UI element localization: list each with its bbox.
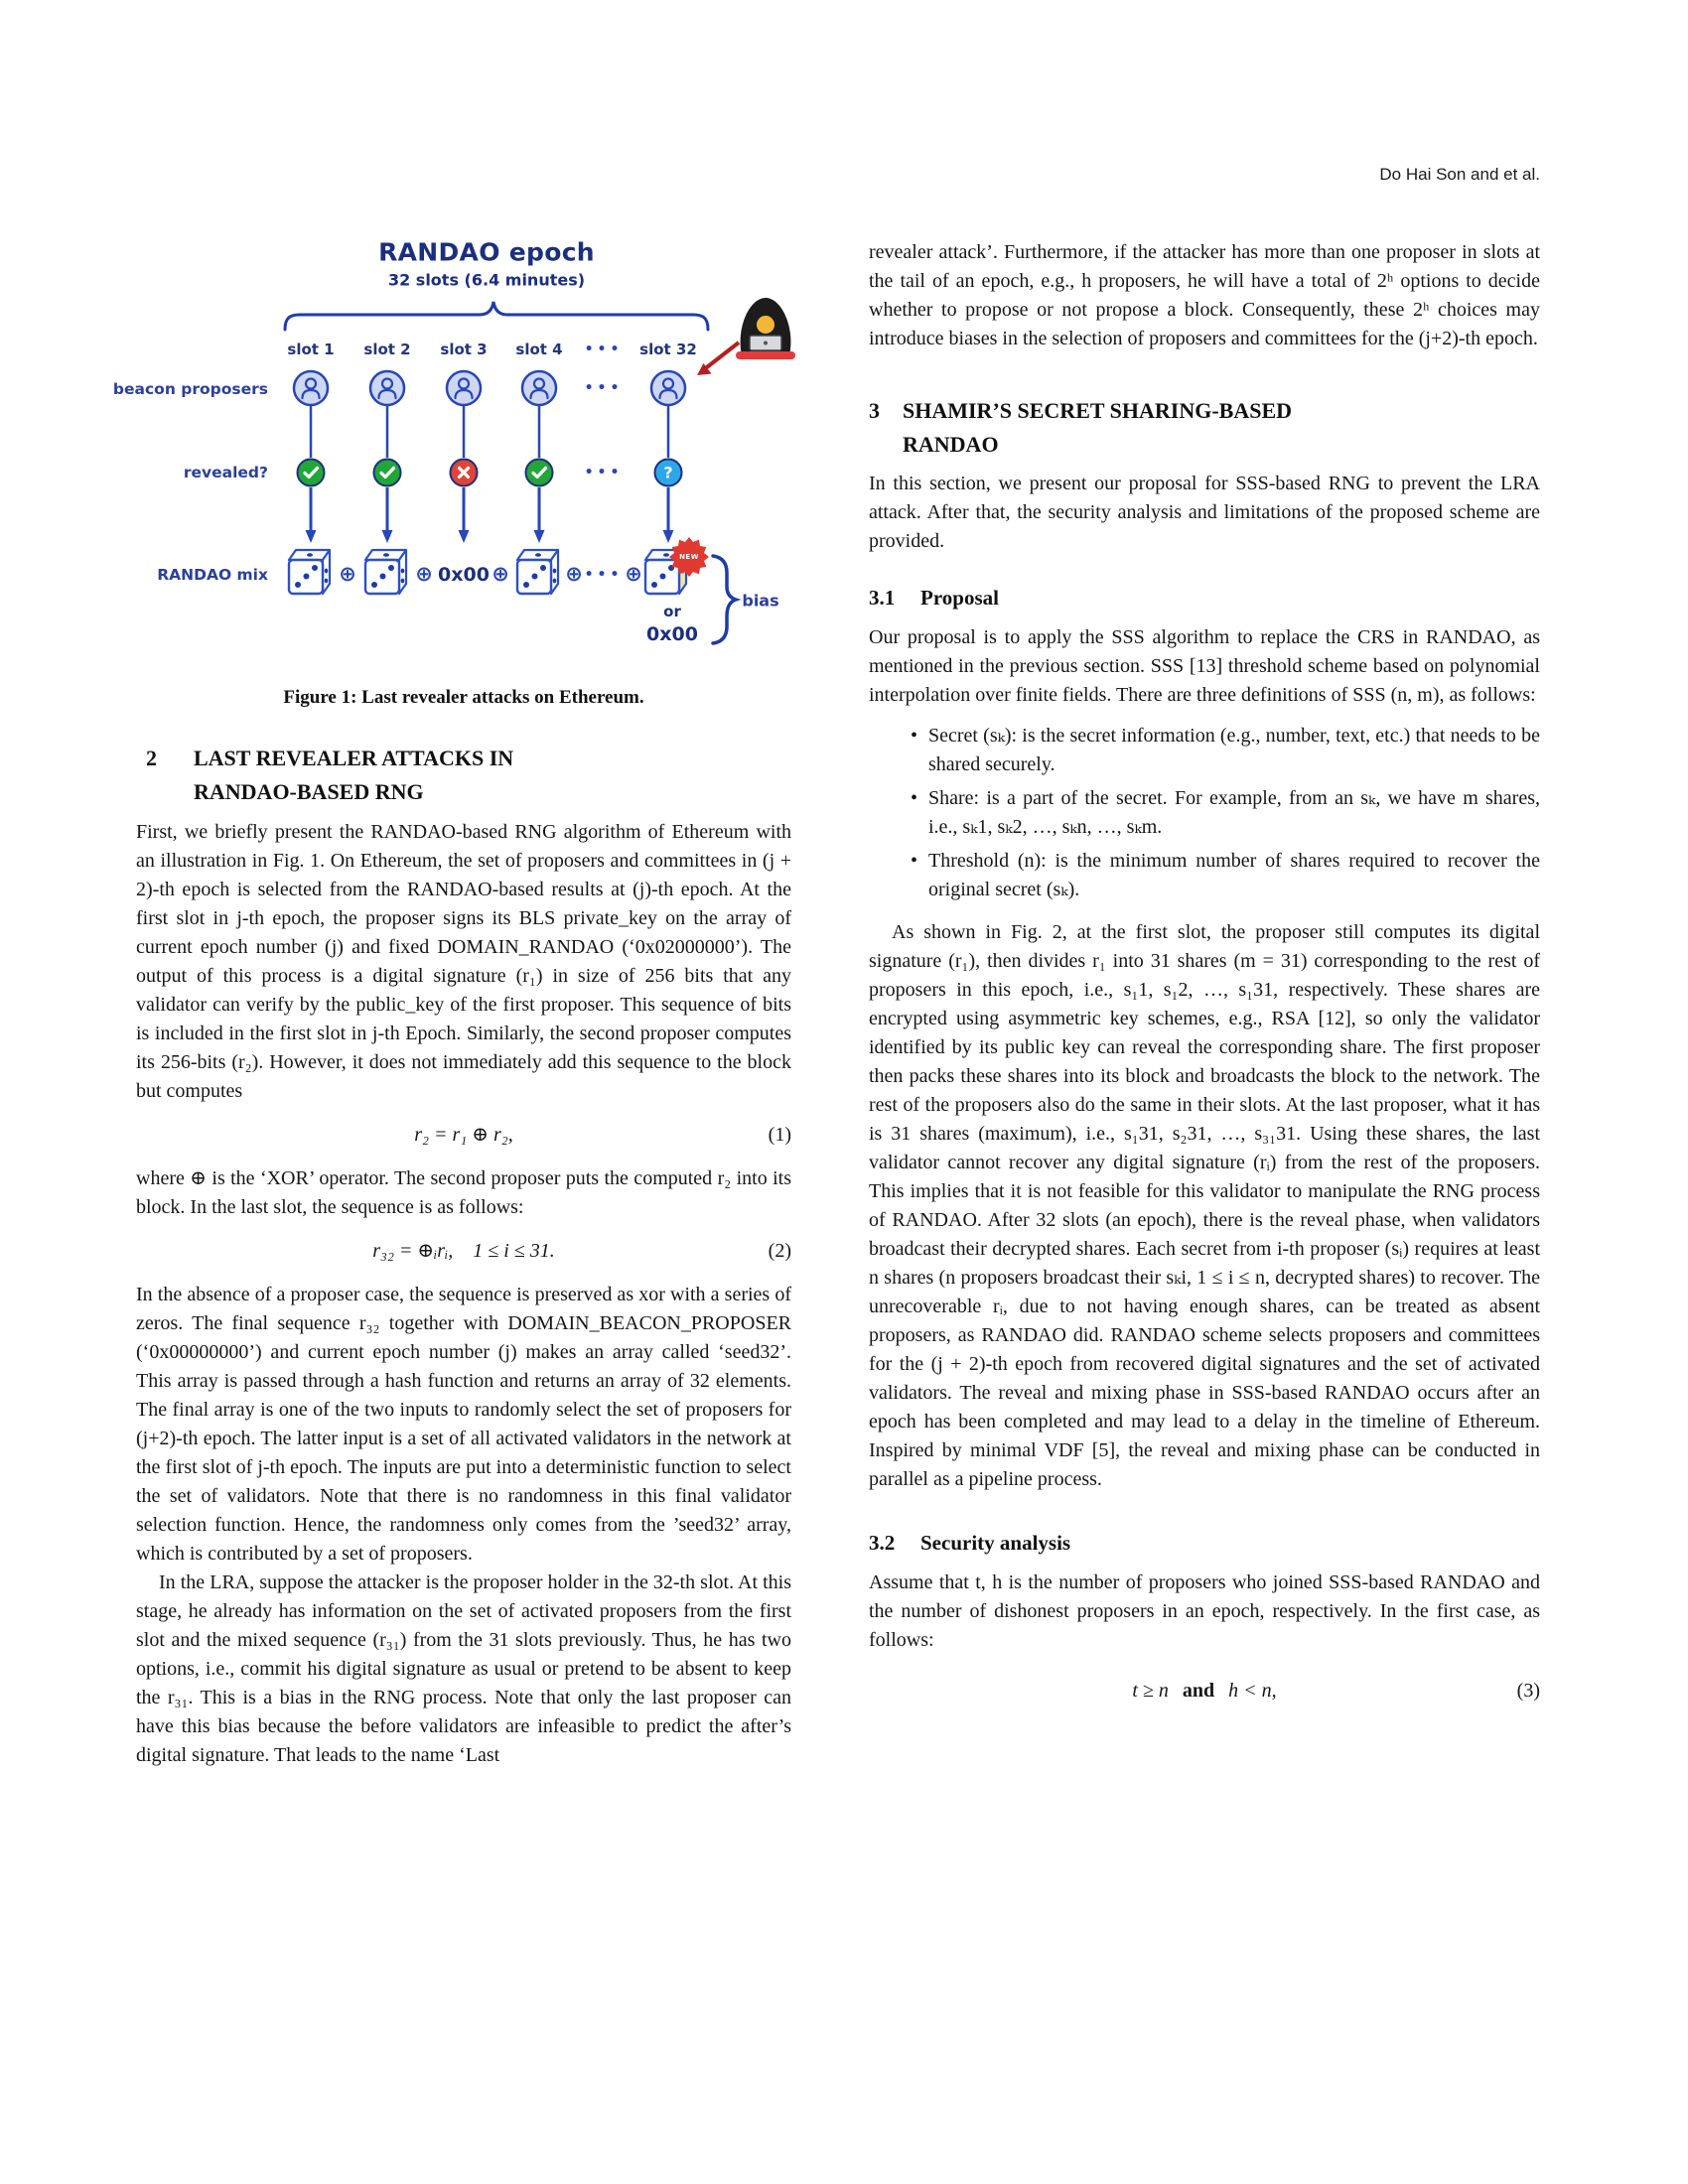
slot-label-4: slot 4: [515, 341, 563, 358]
figure-1-graphics: [99, 233, 804, 660]
equation-body: [1132, 1680, 1276, 1702]
mix-zero-value: 0x00: [438, 564, 490, 586]
reveal-arrows: [306, 487, 674, 543]
equation-number: (3): [1516, 1680, 1540, 1702]
row-label-proposers: beacon proposers: [112, 380, 268, 398]
ellipsis: •••: [584, 567, 624, 583]
section-title-line: SHAMIR’S SECRET SHARING-BASED: [903, 398, 1293, 423]
figure-caption: Figure 1: Last revealer attacks on Ethereum.: [283, 687, 644, 708]
or-zero-value: 0x00: [646, 623, 698, 645]
paragraph: In this section, we present our proposal for SSS-based RNG to prevent the LRA attack. After that, the security analysis and limitations of the proposed scheme are provided.: [869, 473, 1540, 552]
section-title-line: LAST REVEALER ATTACKS IN: [194, 746, 514, 770]
sss-definition-list: [869, 722, 1540, 904]
equation-3: [869, 1677, 1540, 1706]
figure-title: RANDAO epoch: [378, 237, 595, 267]
list-item: • Secret (sₖ): is the secret information (e.g., number, text, etc.) that needs to be shared securely.: [869, 722, 1540, 779]
paragraph: As shown in Fig. 2, at the first slot, the proposer still computes its digital signature (r₁), then divides r₁ into 31 shares (m = 31) corresponding to the rest of proposers in this epoch, i.e., s₁1, s₁2, …, s₁31, respectively. These shares are encrypted using asymmetric key schemes, e.g., RSA [12], so only the validator identified by its public key can reveal the corresponding share. The first proposer then packs these shares into its block and broadcasts the block to the network. The rest of the proposers also do the same in their slots. At the last proposer, what it has is 31 shares (maximum), i.e., s₁31, s₂31, …, s₃₁31. Using these shares, the last validator cannot recover any digital signature (rᵢ) from the rest of the proposers. This implies that it is not feasible for this validator to manipulate the RNG process of RANDAO. After 32 slots (an epoch), there is the reveal phase, when validators broadcast their decrypted shares. Each secret from i-th proposer (sᵢ) requires at least n shares (n proposers broadcast their sₖi, 1 ≤ i ≤ n, decrypted shares) to recover. The unrecoverable rᵢ, due to not having enough shares, can be treated as absent proposers, as RANDAO did. RANDAO scheme selects proposers and committees for the (j + 2)-th epoch from recovered digital signatures and the set of activated validators. The reveal and mixing phase in SSS-based RANDAO occurs after an epoch has been completed and may lead to a delay in the timeline of Ethereum. Inspired by minimal VDF [5], the reveal and mixing phase can be conducted in parallel as a pipeline process.: [869, 921, 1540, 1490]
revealed-badges: [298, 460, 682, 486]
row-label-revealed: revealed?: [183, 464, 268, 481]
equation-and: and: [1182, 1680, 1215, 1702]
section-2-heading: [136, 742, 791, 809]
attack-arrow: [697, 342, 739, 375]
xor-operator: ⊕: [565, 562, 583, 586]
paragraph: where ⊕ is the ‘XOR’ operator. The second proposer puts the computed r₂ into its block. In the last slot, the sequence is as follows:: [136, 1167, 791, 1218]
check-icon: [298, 460, 325, 486]
section-number: 3: [869, 398, 880, 423]
row-label-mix: RANDAO mix: [157, 566, 268, 584]
figure-1: [99, 233, 804, 660]
epoch-brace: [285, 302, 708, 330]
proposer-icon: [522, 371, 556, 405]
new-badge-label: NEW: [679, 553, 699, 561]
paragraph: In the LRA, suppose the attacker is the proposer holder in the 32-th slot. At this stage, he already has information on the set of activated proposers from the first slot and the mixed sequence (r₃₁) from the 31 slots previously. Thus, he has two options, i.e., commit his digital signature as usual or pretend to be absent to keep the r₃₁. This is a bias in the RNG process. Note that only the last proposer can have this bias because the before validators are infeasible to predict the after’s digital signature. That leads to the name ‘Last: [136, 1571, 791, 1766]
list-item: • Threshold (n): is the minimum number of shares required to recover the original secret (sₖ).: [869, 847, 1540, 904]
or-label: or: [663, 603, 681, 620]
question-icon: ?: [663, 463, 673, 482]
die-icon: [365, 550, 406, 594]
equation-2: [136, 1237, 791, 1266]
paragraph: revealer attack’. Furthermore, if the attacker has more than one proposer in slots at the tail of an epoch, e.g., h proposers, he will have a total of 2ʰ options to decide whether to propose or not propose a block. Consequently, these 2ʰ choices may introduce biases in the selection of proposers and committees for the (j+2)-th epoch.: [869, 241, 1540, 349]
paragraph: Assume that t, h is the number of proposers who joined SSS-based RANDAO and the number of dishonest proposers in an epoch, respectively. In the first case, as follows:: [869, 1571, 1540, 1651]
proposer-icon: [370, 371, 404, 405]
ellipsis: •••: [584, 380, 624, 396]
xor-operator: ⊕: [415, 562, 433, 586]
section-number: 3.2: [869, 1531, 896, 1555]
section-3-heading: [869, 394, 1540, 462]
left-column: [136, 742, 791, 1770]
section-number: 3.1: [869, 586, 896, 610]
equation-1: [136, 1121, 791, 1150]
bias-brace: [713, 556, 736, 643]
section-3-2-heading: [869, 1528, 1540, 1558]
section-title: Proposal: [920, 586, 999, 610]
paragraph: In the absence of a proposer case, the sequence is preserved as xor with a series of zeros. The final sequence r₃₂ together with DOMAIN_BEACON_PROPOSER (‘0x00000000’) and current epoch number (j) makes an array called ‘seed32’. This array is passed through a hash function and returns an array of 32 elements. The final array is one of the two inputs to randomly select the set of proposers for (j+2)-th epoch. The latter input is a set of all activated validators in the network at the first slot of j-th epoch. The inputs are put into a deterministic function to select the set of validators. Note that there is no randomness in this final validator selection function. Hence, the randomness only comes from the ’seed32’ array, which is contributed by a set of proposers.: [136, 1284, 791, 1565]
running-header: Do Hai Son and et al.: [1379, 165, 1540, 184]
proposer-connectors: [311, 406, 668, 458]
slot-label-1: slot 1: [287, 341, 335, 358]
equation-number: (2): [768, 1240, 791, 1262]
equation-number: (1): [768, 1124, 791, 1146]
xor-operator: ⊕: [492, 562, 509, 586]
equation-lhs: t ≥ n: [1132, 1680, 1169, 1702]
xor-operator: ⊕: [339, 562, 356, 586]
section-3-1-heading: [869, 583, 1540, 613]
check-icon: [374, 460, 401, 486]
list-item: • Share: is a part of the secret. For example, from an sₖ, we have m shares, i.e., sₖ1, sₖ2, …, sₖn, …, sₖm.: [869, 784, 1540, 842]
xor-operator: ⊕: [625, 562, 642, 586]
beacon-proposer-icons: [294, 371, 685, 405]
ellipsis: •••: [584, 465, 624, 480]
section-title-line: RANDAO: [903, 432, 999, 457]
proposer-icon: [447, 371, 481, 405]
slot-label-3: slot 3: [440, 341, 488, 358]
bias-label: bias: [742, 591, 779, 611]
proposer-icon: [294, 371, 328, 405]
ellipsis: •••: [584, 341, 624, 357]
section-title-line: RANDAO-BASED RNG: [194, 779, 424, 804]
equation-rhs: h < n,: [1228, 1680, 1277, 1702]
figure-subtitle: 32 slots (6.4 minutes): [387, 270, 586, 290]
paragraph: First, we briefly present the RANDAO-based RNG algorithm of Ethereum with an illustration in Fig. 1. On Ethereum, the set of proposers and committees in (j + 2)-th epoch is selected from the RANDAO-based results at (j)-th epoch. At the first slot in j-th epoch, the proposer signs its BLS private_key on the array of current epoch number (j) and fixed DOMAIN_RANDAO (‘0x02000000’). The output of this process is a digital signature (r₁) in size of 256 bits that any validator can verify by the public_key of the first proposer. This sequence of bits is included in the first slot in j-th Epoch. Similarly, the second proposer computes its 256-bits (r₂). However, it does not immediately add this sequence to the block but computes: [136, 821, 791, 1102]
section-title: Security analysis: [920, 1531, 1071, 1555]
check-icon: [526, 460, 553, 486]
attacker-icon: [736, 298, 795, 359]
proposer-icon: [651, 371, 685, 405]
die-icon: [517, 550, 558, 594]
equation-body: r₂ = r₁ ⊕ r₂,: [414, 1124, 513, 1146]
slot-label-2: slot 2: [363, 341, 411, 358]
paragraph: Our proposal is to apply the SSS algorithm to replace the CRS in RANDAO, as mentioned in the previous section. SSS [13] threshold scheme based on polynomial interpolation over finite fields. There are three definitions of SSS (n, m), as follows:: [869, 626, 1540, 706]
die-icon: [289, 550, 330, 594]
slot-label-32: slot 32: [639, 341, 697, 358]
equation-body: r₃₂ = ⊕ᵢrᵢ, 1 ≤ i ≤ 31.: [372, 1240, 555, 1262]
cross-icon: [451, 460, 478, 486]
section-number: 2: [146, 746, 157, 770]
right-column: [869, 238, 1540, 1720]
